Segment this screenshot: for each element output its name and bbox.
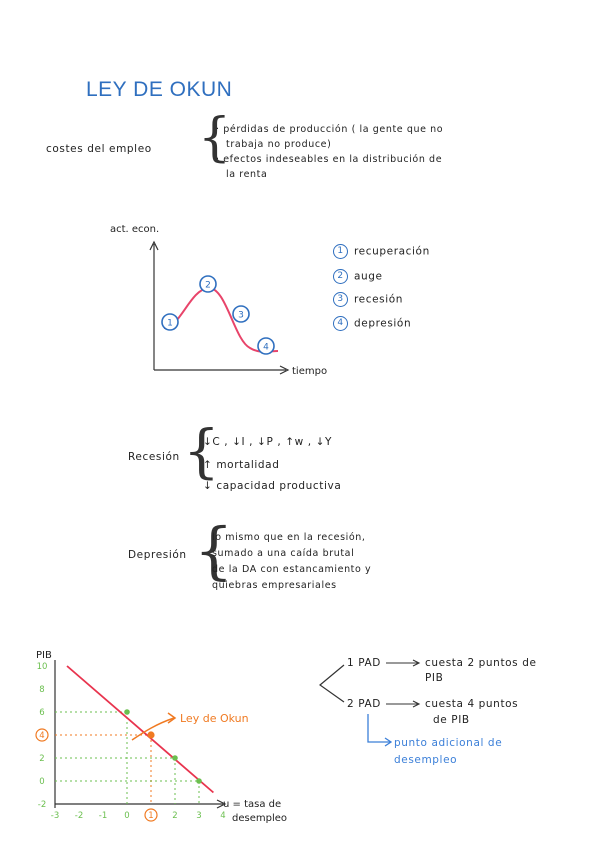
okun-x-label-1: u = tasa de — [223, 799, 282, 810]
okun-y-label: PIB — [36, 650, 52, 661]
recesion-item-2: ↑ mortalidad — [203, 459, 280, 471]
svg-text:2: 2 — [205, 280, 211, 291]
okun-line — [67, 666, 213, 793]
okun-x-tick: 1 — [148, 811, 154, 821]
depresion-item-2: sumado a una caída brutal — [212, 548, 355, 559]
okun-chart — [28, 640, 348, 830]
okun-x-tick: 2 — [172, 811, 178, 821]
cycle-y-label: act. econ. — [110, 224, 160, 235]
page-title: LEY DE OKUN — [86, 78, 233, 101]
note-2-pad: 2 PAD — [347, 698, 381, 710]
okun-point — [147, 731, 154, 738]
costes-item-4: la renta — [226, 169, 268, 180]
svg-text:4: 4 — [263, 342, 269, 353]
note-2-text-2: de PIB — [433, 714, 470, 726]
okun-y-tick: 0 — [39, 777, 45, 787]
okun-y-tick: -2 — [37, 800, 47, 810]
okun-y-tick: 10 — [36, 662, 48, 672]
cycle-legend-3: 3 recesión — [333, 292, 403, 307]
okun-x-tick: -1 — [98, 811, 108, 821]
note-2-text: cuesta 4 puntos — [425, 698, 519, 710]
costes-item-3: · efectos indeseables en la distribución de — [216, 154, 443, 165]
okun-y-tick: 4 — [39, 731, 45, 741]
okun-x-tick: 4 — [220, 811, 226, 821]
depresion-item-1: lo mismo que en la recesión, — [212, 532, 366, 543]
depresion-item-4: quiebras empresariales — [212, 580, 337, 591]
cycle-marker-3 — [233, 306, 249, 322]
okun-point — [172, 755, 178, 761]
cycle-marker-4 — [258, 338, 274, 354]
okun-x-tick: 0 — [124, 811, 130, 821]
recesion-item-3: ↓ capacidad productiva — [203, 480, 342, 492]
legend-num-4: 4 — [333, 316, 348, 331]
okun-x-tick: -2 — [74, 811, 84, 821]
costes-item-1: · pérdidas de producción ( la gente que no — [216, 124, 444, 135]
recesion-brace: { — [183, 417, 220, 485]
depresion-item-3: de la DA con estancamiento y — [212, 564, 372, 575]
cycle-marker-2 — [200, 276, 216, 292]
note-1-pad: 1 PAD — [347, 657, 381, 669]
blue-note-1: punto adicional de — [394, 737, 503, 749]
okun-x-tick: -3 — [50, 811, 60, 821]
recesion-item-1: ↓C , ↓I , ↓P , ↑w , ↓Y — [203, 436, 333, 448]
costes-item-2: trabaja no produce) — [226, 139, 332, 150]
legend-num-1: 1 — [333, 244, 348, 259]
costes-label: costes del empleo — [46, 143, 152, 155]
legend-num-2: 2 — [333, 269, 348, 284]
cycle-x-label: tiempo — [292, 366, 328, 377]
svg-text:3: 3 — [238, 310, 244, 321]
okun-line-label: Ley de Okun — [180, 712, 249, 725]
okun-y-tick: 8 — [39, 685, 45, 695]
legend-num-3: 3 — [333, 292, 348, 307]
okun-point — [196, 778, 202, 784]
cycle-legend-4: 4 depresión — [333, 316, 411, 331]
okun-x-tick: 3 — [196, 811, 202, 821]
okun-y-tick: 6 — [39, 708, 45, 718]
cycle-legend-1: 1 recuperación — [333, 244, 430, 259]
okun-x-label-2: desempleo — [232, 813, 287, 824]
note-1-text-2: PIB — [425, 672, 444, 684]
costes-brace: { — [198, 108, 232, 168]
okun-point — [124, 709, 130, 715]
svg-text:1: 1 — [167, 318, 173, 329]
cycle-legend-2: 2 auge — [333, 269, 383, 284]
depresion-brace: { — [194, 514, 234, 587]
depresion-label: Depresión — [128, 549, 187, 561]
recesion-label: Recesión — [128, 451, 180, 463]
cycle-chart — [100, 220, 360, 380]
okun-y-tick: 2 — [39, 754, 45, 764]
cycle-marker-1 — [162, 314, 178, 330]
blue-note-2: desempleo — [394, 754, 458, 766]
note-1-text: cuesta 2 puntos de — [425, 657, 537, 669]
